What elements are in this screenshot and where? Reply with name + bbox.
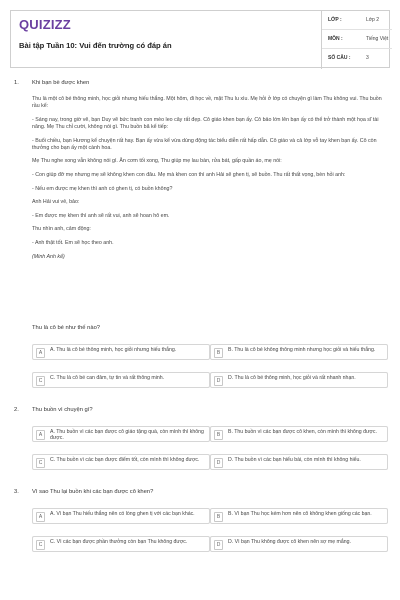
passage-paragraph: Mẹ Thu nghe xong vẫn không nói gì. Ăn cơm tối xong, Thu giúp mẹ lau bàn, rửa bát, gấp quần áo, mẹ nói: [32, 158, 282, 165]
option-letter: A [36, 512, 45, 522]
option-letter: A [36, 430, 45, 440]
option-text: A. Thu là cô bé thông minh, học giỏi nhưng hiếu thắng. [50, 346, 177, 353]
option-text: C. Vì các bạn được phần thưởng còn bạn Thu không được. [50, 538, 188, 545]
answer-option-a[interactable] [32, 426, 210, 442]
meta-row-mon [322, 30, 392, 49]
answer-option-a[interactable] [32, 344, 210, 360]
question-number: 1. [14, 80, 19, 86]
question-prompt: Khi bạn bè được khen [32, 80, 90, 86]
answer-option-b[interactable] [210, 344, 388, 360]
option-letter: B [214, 430, 223, 440]
passage-paragraph: - Sáng nay, trong giờ vẽ, bạn Duy vẽ bức tranh con mèo leo cây rất đẹp. Cô giáo khen bạn ấy. Cô bảo lớn lên bạn ấy có thể trở thành một họa sĩ tài năng. Mẹ Thu chỉ cười, không nói gì. Thu buồn bã kể tiếp: [32, 116, 379, 130]
question-ask: Thu là cô bé như thế nào? [32, 325, 101, 331]
passage-paragraph: - Con giúp đỡ mẹ nhưng mẹ sẽ không khen con đâu. Mẹ mà khen con thì anh Hải sẽ ghen tị, sẽ buồn. Thu rất thất vọng, bèn hỏi anh: [32, 171, 346, 178]
option-text: D. Thu là cô bé thông minh, học giỏi và rất nhanh nhạn. [228, 374, 356, 381]
option-text: B. Thu buồn vì các bạn được cô khen, còn mình thì không được. [228, 428, 377, 435]
option-text: D. Vì bạn Thu không được cô khen nên sợ mẹ mắng. [228, 538, 351, 545]
meta-value: Tiếng Việt [366, 36, 389, 42]
worksheet-title: Bài tập Tuần 10: Vui đến trường có đáp án [19, 41, 172, 50]
passage-paragraph: Anh Hải vui vẻ, bảo: [32, 199, 80, 206]
answer-option-b[interactable] [210, 426, 388, 442]
passage-paragraph: - Buổi chiều, bạn Hương kể chuyện rất hay. Bạn ấy vừa kể vừa dùng động tác biểu diễn rất hấp dẫn. Cô giáo và cả lớp vỗ tay khen bạn ấy. Cô còn thưởng cho bạn ấy một cành hoa. [32, 137, 377, 151]
option-letter: D [214, 376, 223, 386]
option-letter: C [36, 376, 45, 386]
meta-row-socau [322, 49, 392, 68]
passage-paragraph: - Em được mẹ khen thì anh sẽ rất vui, anh sẽ hoan hô em. [32, 212, 170, 219]
meta-table [321, 11, 391, 69]
option-text: B. Vì bạn Thu học kém hơn nên cô không khen giống các bạn. [228, 510, 372, 517]
answer-option-d[interactable] [210, 454, 388, 470]
option-text: D. Thu buồn vì các bạn hiểu bài, còn mình thì không hiểu. [228, 456, 361, 463]
quizizz-logo: QUIZIZZ [19, 17, 71, 32]
option-letter: A [36, 348, 45, 358]
meta-value: 3 [366, 55, 369, 61]
answer-option-d[interactable] [210, 536, 388, 552]
question-prompt: Vì sao Thu lại buồn khi các bạn được cô khen? [32, 489, 154, 495]
meta-value: Lớp 2 [366, 17, 380, 23]
option-letter: B [214, 512, 223, 522]
answer-option-b[interactable] [210, 508, 388, 524]
answer-option-c[interactable] [32, 536, 210, 552]
meta-key: LỚP : [328, 17, 342, 23]
option-text: C. Thu buồn vì các bạn được điểm tốt, còn mình thì không được. [50, 456, 200, 463]
option-text: A. Vì bạn Thu hiếu thắng nên có lòng ghen tị với các bạn khác. [50, 510, 195, 517]
answer-option-a[interactable] [32, 508, 210, 524]
meta-key: SỐ CÂU : [328, 55, 351, 61]
question-number: 3. [14, 489, 19, 495]
option-letter: D [214, 458, 223, 468]
answer-option-c[interactable] [32, 454, 210, 470]
option-text: C. Thu là cô bé can đảm, tự tin và rất thông minh. [50, 374, 165, 381]
reading-passage [32, 96, 388, 267]
meta-key: MÔN : [328, 36, 343, 42]
passage-author: (Minh Anh kể) [32, 253, 65, 260]
option-letter: B [214, 348, 223, 358]
option-letter: C [36, 458, 45, 468]
meta-row-lop [322, 11, 392, 30]
option-letter: C [36, 540, 45, 550]
question-number: 2. [14, 407, 19, 413]
worksheet-header [10, 10, 390, 68]
passage-paragraph: Thu là một cô bé thông minh, học giỏi nhưng hiếu thắng. Một hôm, đi học về, mặt Thu lu xìu. Mẹ hỏi ở lớp có chuyện gì làm Thu không vui. Thu buồn rầu kể: [32, 96, 382, 110]
option-text: A. Thu buồn vì các bạn được cô giáo tặng quà, còn mình thì không được. [50, 428, 204, 442]
passage-paragraph: Thu nhìn anh, cảm động: [32, 226, 91, 233]
answer-option-d[interactable] [210, 372, 388, 388]
option-text: B. Thu là cô bé không thông minh nhưng học giỏi và hiếu thắng. [228, 346, 376, 353]
option-letter: D [214, 540, 223, 550]
question-prompt: Thu buồn vì chuyện gì? [32, 407, 93, 413]
answer-option-c[interactable] [32, 372, 210, 388]
passage-paragraph: - Nếu em được mẹ khen thì anh có ghen tị, có buồn không? [32, 185, 173, 192]
passage-paragraph: - Anh thật tốt. Em sẽ học theo anh. [32, 239, 114, 246]
